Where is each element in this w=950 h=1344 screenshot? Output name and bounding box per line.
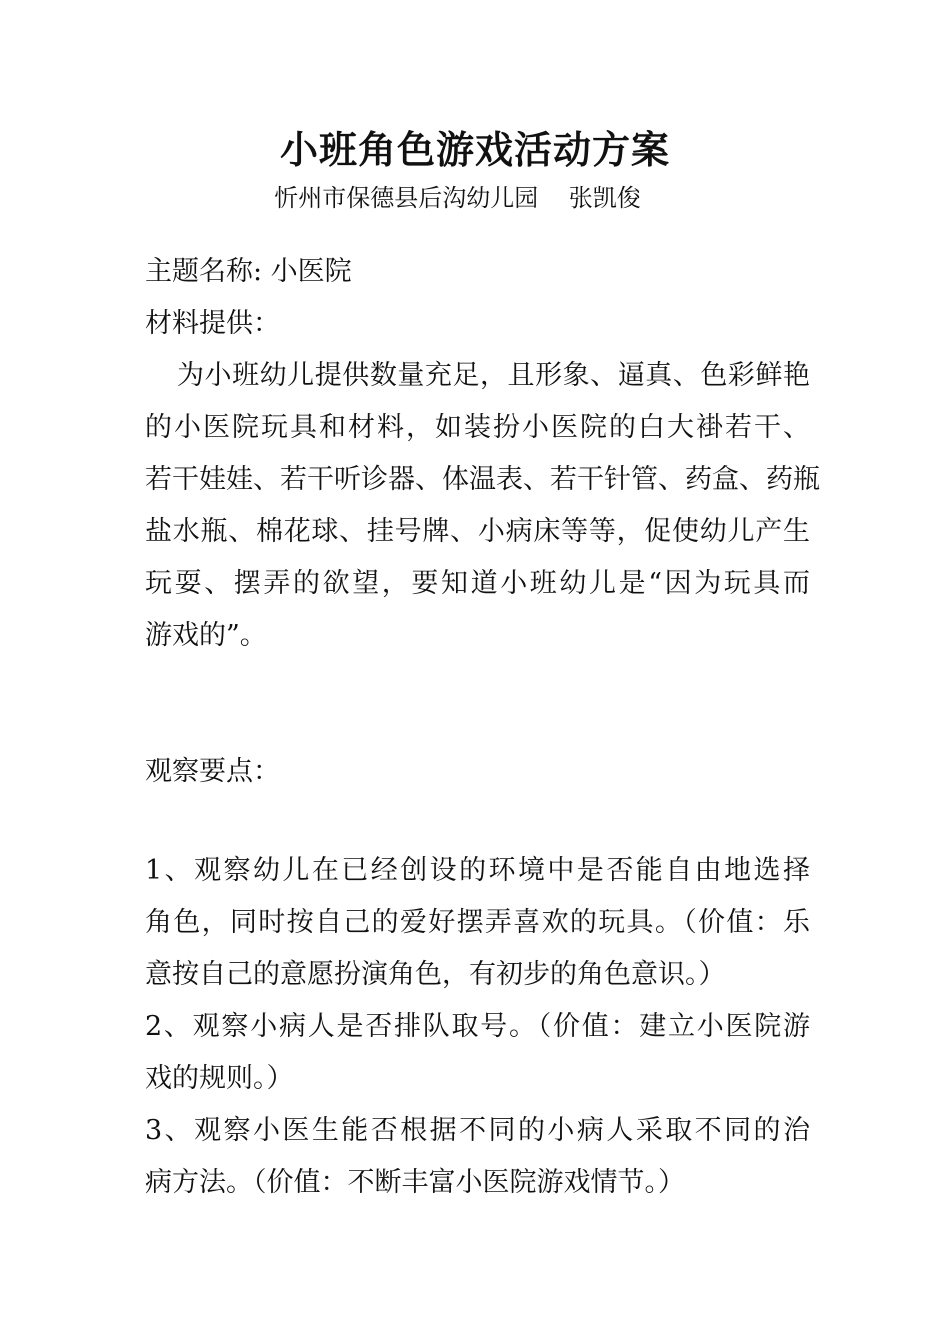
observation-heading-section: [145, 746, 810, 798]
materials-line: 盐水瓶、棉花球、挂号牌、小病床等等，促使幼儿产生: [145, 516, 810, 547]
observation-heading: 观察要点：: [145, 756, 280, 787]
materials-line: 的小医院玩具和材料，如装扮小医院的白大褂若干、: [145, 412, 810, 443]
observation-line: 3、观察小医生能否根据不同的小病人采取不同的治: [145, 1115, 810, 1146]
observation-section: [145, 845, 810, 1209]
observation-line: 角色，同时按自己的爱好摆弄喜欢的玩具。（价值：乐: [145, 907, 810, 938]
observation-line: 1、观察幼儿在已经创设的环境中是否能自由地选择: [145, 855, 810, 886]
document-subtitle: 忻州市保德县后沟幼儿园 张凯俊: [274, 184, 641, 212]
materials-line: 玩耍、摆弄的欲望，要知道小班幼儿是“因为玩具而: [145, 568, 810, 599]
topic-section: [145, 246, 820, 662]
document-title: 小班角色游戏活动方案: [279, 127, 670, 172]
materials-line: 游戏的”。: [145, 620, 267, 651]
observation-line: 戏的规则。）: [145, 1063, 294, 1094]
observation-line: 病方法。（价值：不断丰富小医院游戏情节。）: [145, 1167, 685, 1198]
materials-heading: 材料提供：: [145, 308, 280, 339]
materials-line: 若干娃娃、若干听诊器、体温表、若干针管、药盒、药瓶: [145, 464, 820, 495]
observation-line: 意按自己的意愿扮演角色，有初步的角色意识。）: [145, 959, 726, 990]
topic-line: 主题名称: 小医院: [145, 256, 352, 287]
observation-line: 2、观察小病人是否排队取号。（价值：建立小医院游: [145, 1011, 810, 1042]
materials-line: 为小班幼儿提供数量充足，且形象、逼真、色彩鲜艳: [177, 360, 810, 391]
